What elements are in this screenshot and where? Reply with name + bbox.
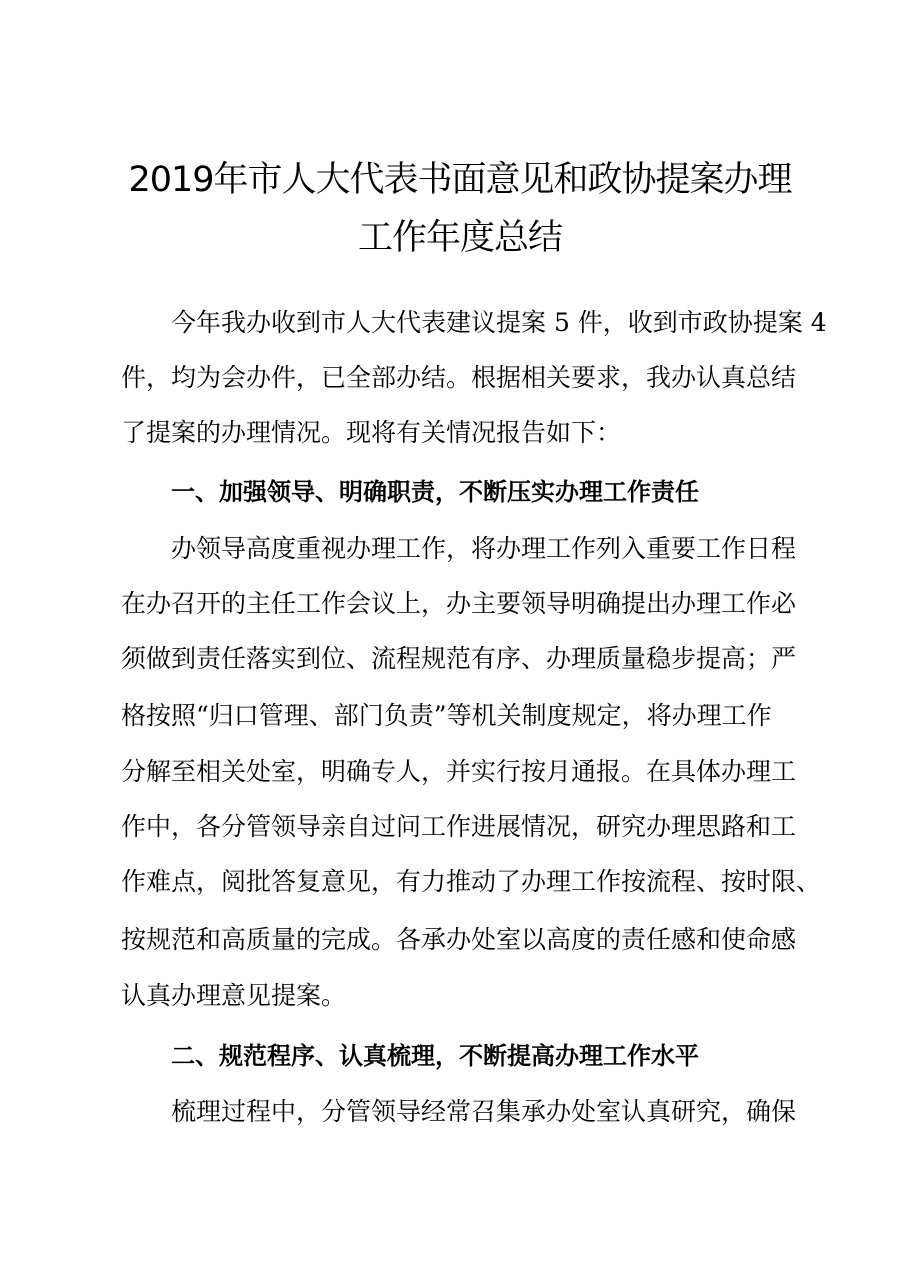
paragraph-2-line-4: 格按照“归口管理、部门负责”等机关制度规定，将办理工作 (121, 701, 772, 730)
paragraph-2-line-9: 认真办理意见提案。 (121, 981, 347, 1010)
paragraph-1-line-3: 了提案的办理情况。现将有关情况报告如下： (121, 418, 622, 447)
paragraph-1-line-2: 件，均为会办件，已全部办结。根据相关要求，我办认真总结 (121, 363, 797, 392)
paragraph-2-line-5: 分解至相关处室，明确专人，并实行按月通报。在具体办理工 (121, 757, 797, 786)
paragraph-2-line-7: 作难点，阅批答复意见，有力推动了办理工作按流程、按时限、 (121, 867, 822, 896)
document-title-line-1: 2019年市人大代表书面意见和政协提案办理 (128, 160, 792, 200)
paragraph-2-line-6: 作中，各分管领导亲自过问工作进展情况，研究办理思路和工 (121, 812, 797, 841)
paragraph-2-line-1: 办领导高度重视办理工作，将办理工作列入重要工作日程 (171, 534, 797, 563)
paragraph-2-line-3: 须做到责任落实到位、流程规范有序、办理质量稳步提高；严 (121, 644, 797, 673)
paragraph-1-line-1: 今年我办收到市人大代表建议提案 5 件，收到市政协提案 4 (171, 308, 827, 337)
paragraph-2-line-8: 按规范和高质量的完成。各承办处室以高度的责任感和使命感 (121, 925, 797, 954)
paragraph-3-line-1: 梳理过程中，分管领导经常召集承办处室认真研究，确保 (171, 1097, 797, 1126)
section-heading-2: 二、规范程序、认真梳理，不断提高办理工作水平 (171, 1042, 699, 1070)
paragraph-2-line-2: 在办召开的主任工作会议上，办主要领导明确提出办理工作必 (121, 589, 797, 618)
document-title-line-2: 工作年度总结 (357, 218, 562, 258)
section-heading-1: 一、加强领导、明确职责，不断压实办理工作责任 (171, 478, 699, 506)
